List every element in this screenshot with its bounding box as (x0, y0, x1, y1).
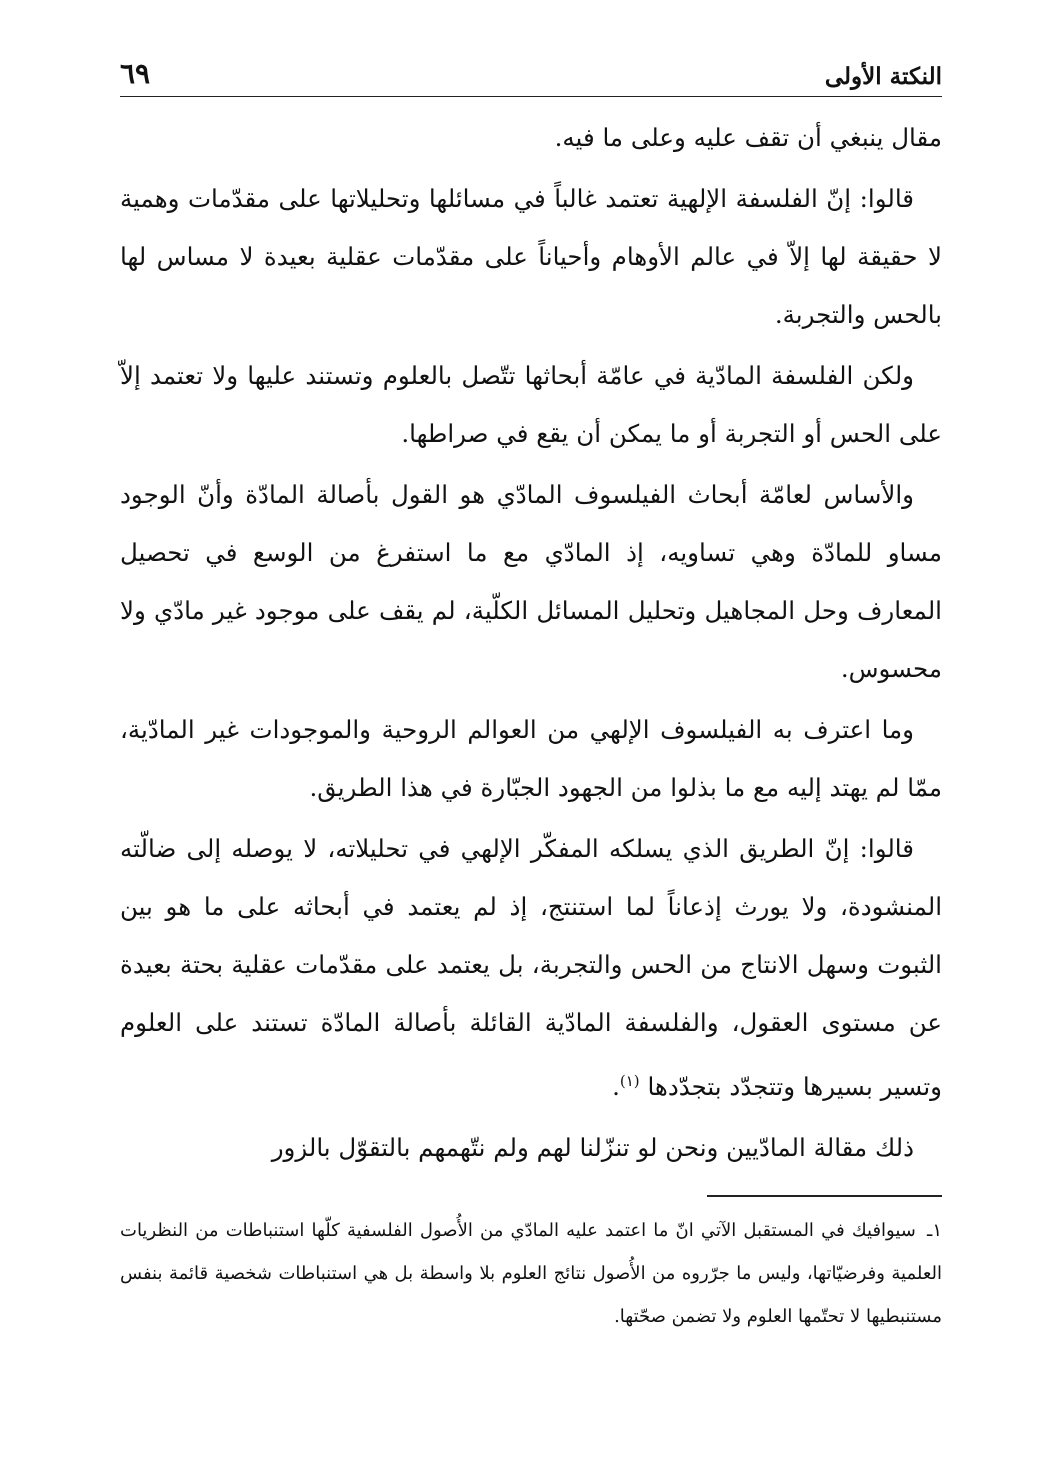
footnote-text: سيوافيك في المستقبل الآتي انّ ما اعتمد عليه المادّي من الأُصول الفلسفية كلّها استنباطات من النظريات العلمية وفرضيّاتها، وليس ما جرّروه من الأُصول نتائج العلوم بلا واسطة بل هي استنباطات شخصية قائمة بنفس مستنبطيها لا تحتّمها العلوم ولا تضمن صحّتها. (120, 1220, 942, 1328)
body-text (120, 109, 942, 1177)
footnote (120, 1209, 942, 1338)
paragraph-text: قالوا: إنّ الطريق الذي يسلكه المفكّر الإلهي في تحليلاته، لا يوصله إلى ضالّته المنشودة، ولا يورث إذعاناً لما استنتج، إذ لم يعتمد في أبحاثه على ما هو بين الثبوت وسهل الانتاج من الحس والتجربة، بل يعتمد على مقدّمات عقلية بحتة بعيدة عن مستوى العقول، والفلسفة المادّية القائلة بأصالة المادّة تستند على العلوم وتسير بسيرها وتتجدّد بتجدّدها (120, 834, 943, 1102)
footnote-marker: (١) (619, 1072, 640, 1090)
paragraph: مقال ينبغي أن تقف عليه وعلى ما فيه. (554, 123, 942, 152)
paragraph: قالوا: إنّ الفلسفة الإلهية تعتمد غالباً في مسائلها وتحليلاتها على مقدّمات وهمية لا حقيقة لها إلاّ في عالم الأوهام وأحياناً على مقدّمات عقلية بعيدة لا مساس لها بالحس والتجربة. (120, 184, 942, 329)
footnote-divider (707, 1195, 942, 1197)
paragraph: ذلك مقالة المادّيين ونحن لو تنزّلنا لهم ولم نتّهمهم بالتقوّل بالزور (271, 1133, 914, 1163)
running-title: النكتة الأولى (824, 63, 942, 90)
paragraph: ولكن الفلسفة المادّية في عامّة أبحاثها تتّصل بالعلوم وتستند عليها ولا تعتمد إلاّ على الحس أو التجربة أو ما يمكن أن يقع في صراطها. (120, 361, 942, 448)
running-header (120, 50, 942, 97)
page-number: ٦٩ (120, 57, 151, 90)
paragraph-with-footnote: قالوا: إنّ الطريق الذي يسلكه المفكّر الإلهي في تحليلاته، لا يوصله إلى ضالّته المنشودة، ولا يورث إذعاناً لما استنتج، إذ لم يعتمد في أبحاثه على ما هو بين الثبوت وسهل الانتاج من الحس والتجربة، بل يعتمد على مقدّمات عقلية بحتة بعيدة عن مستوى العقول، والفلسفة المادّية القائلة بأصالة المادّة تستند على العلوم وتسير بسيرها وتتجدّد بتجدّدها $^{(١)}$. (120, 834, 943, 1102)
paragraph: وما اعترف به الفيلسوف الإلهي من العوالم الروحية والموجودات غير المادّية، ممّا لم يهتد إليه مع ما بذلوا من الجهود الجبّارة في هذا الطريق. (120, 715, 942, 802)
footnote-number: ١ـ (927, 1220, 942, 1242)
paragraph: والأساس لعامّة أبحاث الفيلسوف المادّي هو القول بأصالة المادّة وأنّ الوجود مساو للمادّة وهي تساويه، إذ المادّي مع ما استفرغ من الوسع في تحصيل المعارف وحل المجاهيل وتحليل المسائل الكلّية، لم يقف على موجود غير مادّي ولا محسوس. (120, 480, 942, 683)
